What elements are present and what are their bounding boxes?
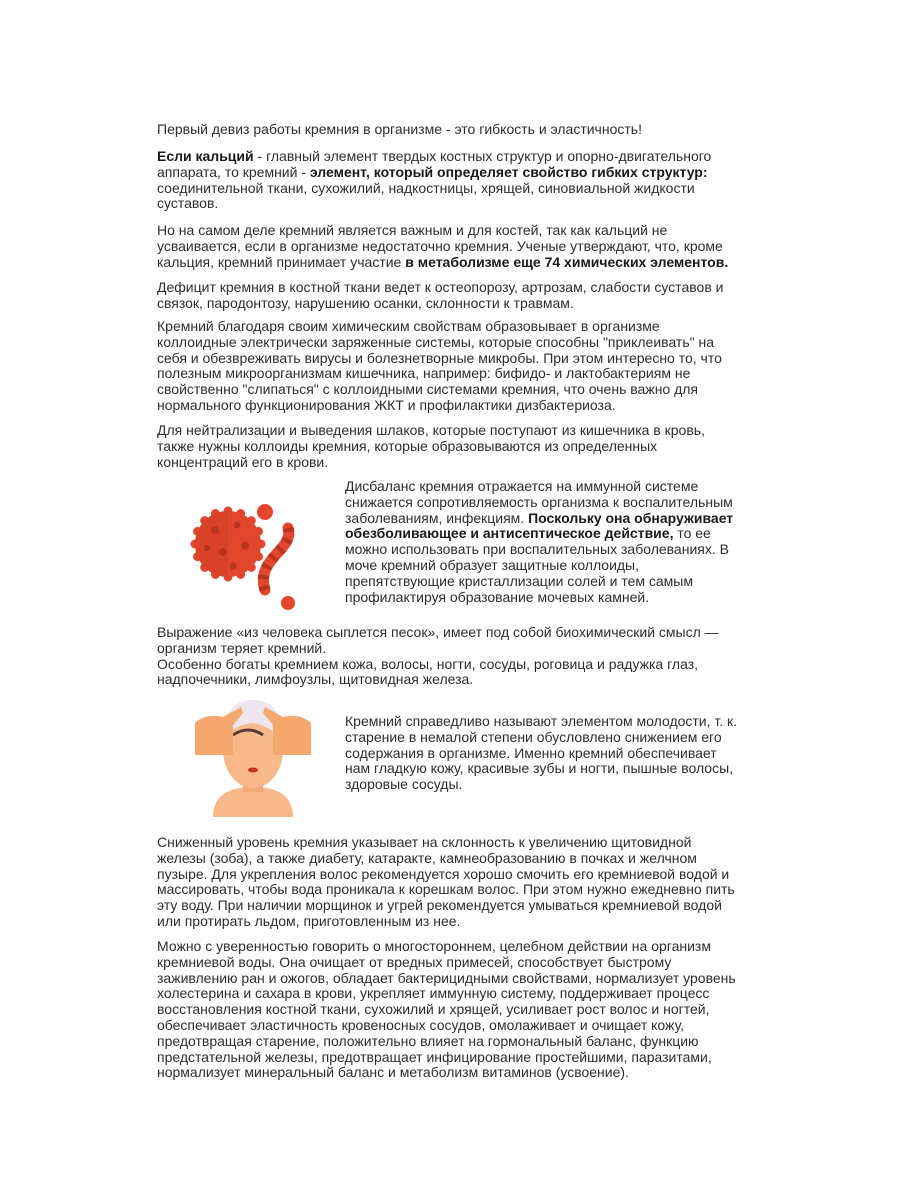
text-line (345, 714, 737, 730)
text-line (157, 971, 736, 987)
text-line (157, 165, 711, 181)
text-line (157, 382, 722, 398)
text: аппарата, то кремний - (157, 163, 310, 180)
paragraph-water (157, 939, 736, 1081)
bold-text: обезболивающее и антисептическое действие, (345, 525, 674, 542)
text: организм теряет кремний. (157, 639, 327, 656)
text: Можно с уверенностью говорить о многостороннем, целебном действии на организм (157, 938, 711, 954)
text-line (157, 955, 736, 971)
text: содержания в организме. Именно кремний обеспечивает (345, 744, 717, 761)
text: моче кремний образует защитные коллоиды, (345, 556, 640, 573)
text: предстательной железы, предотвращает инфицирование простейшими, паразитами, (157, 1048, 712, 1065)
text-line (157, 351, 722, 367)
text: эту воду. При наличии морщинок и угрей рекомендуется умываться кремниевой водой (157, 897, 722, 914)
text: также нужны коллоиды кремния, которые образовываются из определенных (157, 437, 658, 454)
text-line (345, 542, 733, 558)
virus-spike (236, 509, 245, 518)
text-line (157, 1050, 736, 1066)
text: или протирать льдом, приготовленным из нее. (157, 912, 461, 929)
text-line (157, 122, 642, 138)
text: надпочечники, лимфоузлы, щитовидная железа. (157, 671, 474, 688)
text-line (157, 366, 722, 382)
text-line (157, 423, 705, 439)
text: массировать, чтобы вода проникала к корешкам волос. При этом нужно ежедневно пить (157, 881, 735, 898)
paragraph-toxins (157, 423, 705, 470)
virus-spike (254, 527, 263, 536)
text: Дефицит кремния в костной ткани ведет к остеопорозу, артрозам, слабости суставов и (157, 279, 724, 295)
text: нормализует минеральный баланс и метаболизм витаминов (усвоение). (157, 1064, 629, 1081)
text: Кремний благодаря своим химическим свойствам образовывает в организме (157, 318, 660, 334)
text: Первый девиз работы кремния в организме - это гибкость и эластичность! (157, 121, 642, 137)
text-line (157, 657, 719, 673)
text-line (157, 867, 735, 883)
text: здоровые сосуды. (345, 776, 463, 793)
text-line (345, 526, 733, 542)
virus-illustration (185, 490, 310, 615)
text: препятствующие кристаллизации солей и тем самым (345, 572, 693, 589)
text-line (157, 882, 735, 898)
text-line (345, 746, 737, 762)
text: обеспечивает эластичность кровеносных сосудов, омолаживает и очищает кожу, (157, 1016, 685, 1033)
text: коллоидные электрически заряженные системы, которые способны "приклеивать" на (157, 333, 714, 350)
text: железы (зоба), а также диабету, катаракте, камнеобразованию в почках и желчном (157, 849, 697, 866)
text: Кремний справедливо называют элементом молодости, т. к. (345, 713, 738, 729)
text-line (157, 223, 728, 239)
text-line (157, 181, 711, 197)
text: Дисбаланс кремния отражается на иммунной системе (345, 478, 699, 494)
paragraph-calcium (157, 149, 711, 212)
text: связок, пародонтозу, нарушению осанки, склонности к травмам. (157, 294, 574, 311)
virus-spike (236, 570, 245, 579)
text-line (157, 898, 735, 914)
text-line (345, 479, 733, 495)
bold-text: элемент, который определяет свойство гибких структур: (309, 163, 708, 180)
text: старение в немалой степени обусловлено снижением его (345, 728, 722, 745)
text-line (157, 625, 719, 641)
paragraph-low-level (157, 835, 735, 930)
text: Особенно богаты кремнием кожа, волосы, ногти, сосуды, роговица и радужка глаз, (157, 655, 699, 672)
text-line (157, 319, 722, 335)
virus-spike (257, 540, 266, 549)
text-line (157, 939, 736, 955)
text-line (345, 558, 733, 574)
text: кальция, кремний принимает участие (157, 253, 406, 270)
text-line (345, 495, 733, 511)
text-line (157, 1065, 736, 1081)
paragraph-sand (157, 625, 719, 688)
text-line (345, 511, 733, 527)
text: предотвращая старение, положительно влияет на гормональный баланс, функцию (157, 1032, 699, 1049)
text-line (157, 280, 723, 296)
text: суставов. (157, 195, 219, 212)
text-line (157, 1002, 736, 1018)
bold-text: в метаболизме еще 74 химических элементов. (405, 253, 729, 270)
text: пузыре. Для укрепления волос рекомендуется хорошо смочить его кремниевой водой и (157, 865, 730, 882)
text-line (345, 590, 733, 606)
text: - главный элемент твердых костных структур и опорно-двигательного (253, 148, 712, 164)
text: заживлению ран и ожогов, обладает бактерицидными свойствами, нормализует уровень (157, 969, 736, 986)
virus-spike (247, 563, 256, 572)
text: нам гладкую кожу, красивые зубы и ногти, пышные волосы, (345, 760, 734, 777)
text: кремниевой воды. Она очищает от вредных примесей, способствует быстрому (157, 953, 672, 970)
virus-spike (247, 516, 256, 525)
text: Для нейтрализации и выведения шлаков, которые поступают из кишечника в кровь, (157, 422, 705, 438)
text: заболеваниям, инфекциям. (345, 509, 529, 526)
virus-icon (191, 504, 296, 610)
face-massage-illustration (193, 695, 313, 817)
text-line (157, 672, 719, 688)
text: соединительной ткани, сухожилий, надкостницы, хрящей, синовиальной жидкости (157, 179, 695, 196)
bold-text: Если кальций (157, 148, 254, 164)
text-line (157, 296, 723, 312)
text: то ее (673, 525, 711, 542)
text-line (157, 455, 705, 471)
text-line (157, 149, 711, 165)
text-line (157, 335, 722, 351)
text: полезным микроорганизмам кишечника, например: бифидо- и лактобактериям не (157, 365, 691, 382)
text-line (157, 398, 722, 414)
text: свойственно "слипаться" с коллоидными системами кремния, что очень важно для (157, 381, 699, 398)
text-line (157, 1034, 736, 1050)
text-line (345, 574, 733, 590)
text-line (157, 239, 728, 255)
text: профилактируя образование мочевых камней. (345, 588, 650, 605)
text: снижается сопротивляемость организма к воспалительным (345, 493, 733, 510)
text: Сниженный уровень кремния указывает на склонность к увеличению щитовидной (157, 834, 692, 850)
text: себя и обезвреживать вирусы и болезнетворные микробы. При этом интересно то, что (157, 349, 722, 366)
text: Но на самом деле кремний является важным и для костей, так как кальций не (157, 222, 668, 238)
paragraph-youth (345, 714, 737, 793)
text-line (345, 761, 737, 777)
text: нормального функционирования ЖКТ и профилактики дизбактериоза. (157, 396, 616, 413)
paragraph-colloids (157, 319, 722, 414)
text: концентраций его в крови. (157, 453, 329, 470)
text: усваивается, если в организме недостаточно кремния. Ученые утверждают, что, кроме (157, 237, 723, 254)
text: холестерина и сахара в крови, укрепляет иммунную систему, поддерживает процесс (157, 985, 710, 1002)
text-line (157, 835, 735, 851)
text: восстановления костной ткани, сухожилий и хрящей, усиливает рост волос и ногтей, (157, 1001, 710, 1018)
paragraph-immune (345, 479, 733, 605)
paragraph-deficit (157, 280, 723, 312)
text-line (157, 196, 711, 212)
paragraph-bones (157, 223, 728, 270)
text-line (157, 986, 736, 1002)
text-line (157, 914, 735, 930)
text-line (345, 730, 737, 746)
text-line (345, 777, 737, 793)
virus-spike (254, 552, 263, 561)
text: можно использовать при воспалительных заболеваниях. В (345, 541, 729, 558)
face-icon (195, 700, 311, 817)
text: Выражение «из человека сыплется песок», имеет под собой биохимический смысл — (157, 624, 719, 640)
text-line (157, 641, 719, 657)
text-line (157, 1018, 736, 1034)
text-line (157, 851, 735, 867)
text-line (157, 439, 705, 455)
text-line (157, 255, 728, 271)
paragraph-motto (157, 122, 642, 138)
bold-text: Поскольку она обнаруживает (528, 509, 734, 526)
